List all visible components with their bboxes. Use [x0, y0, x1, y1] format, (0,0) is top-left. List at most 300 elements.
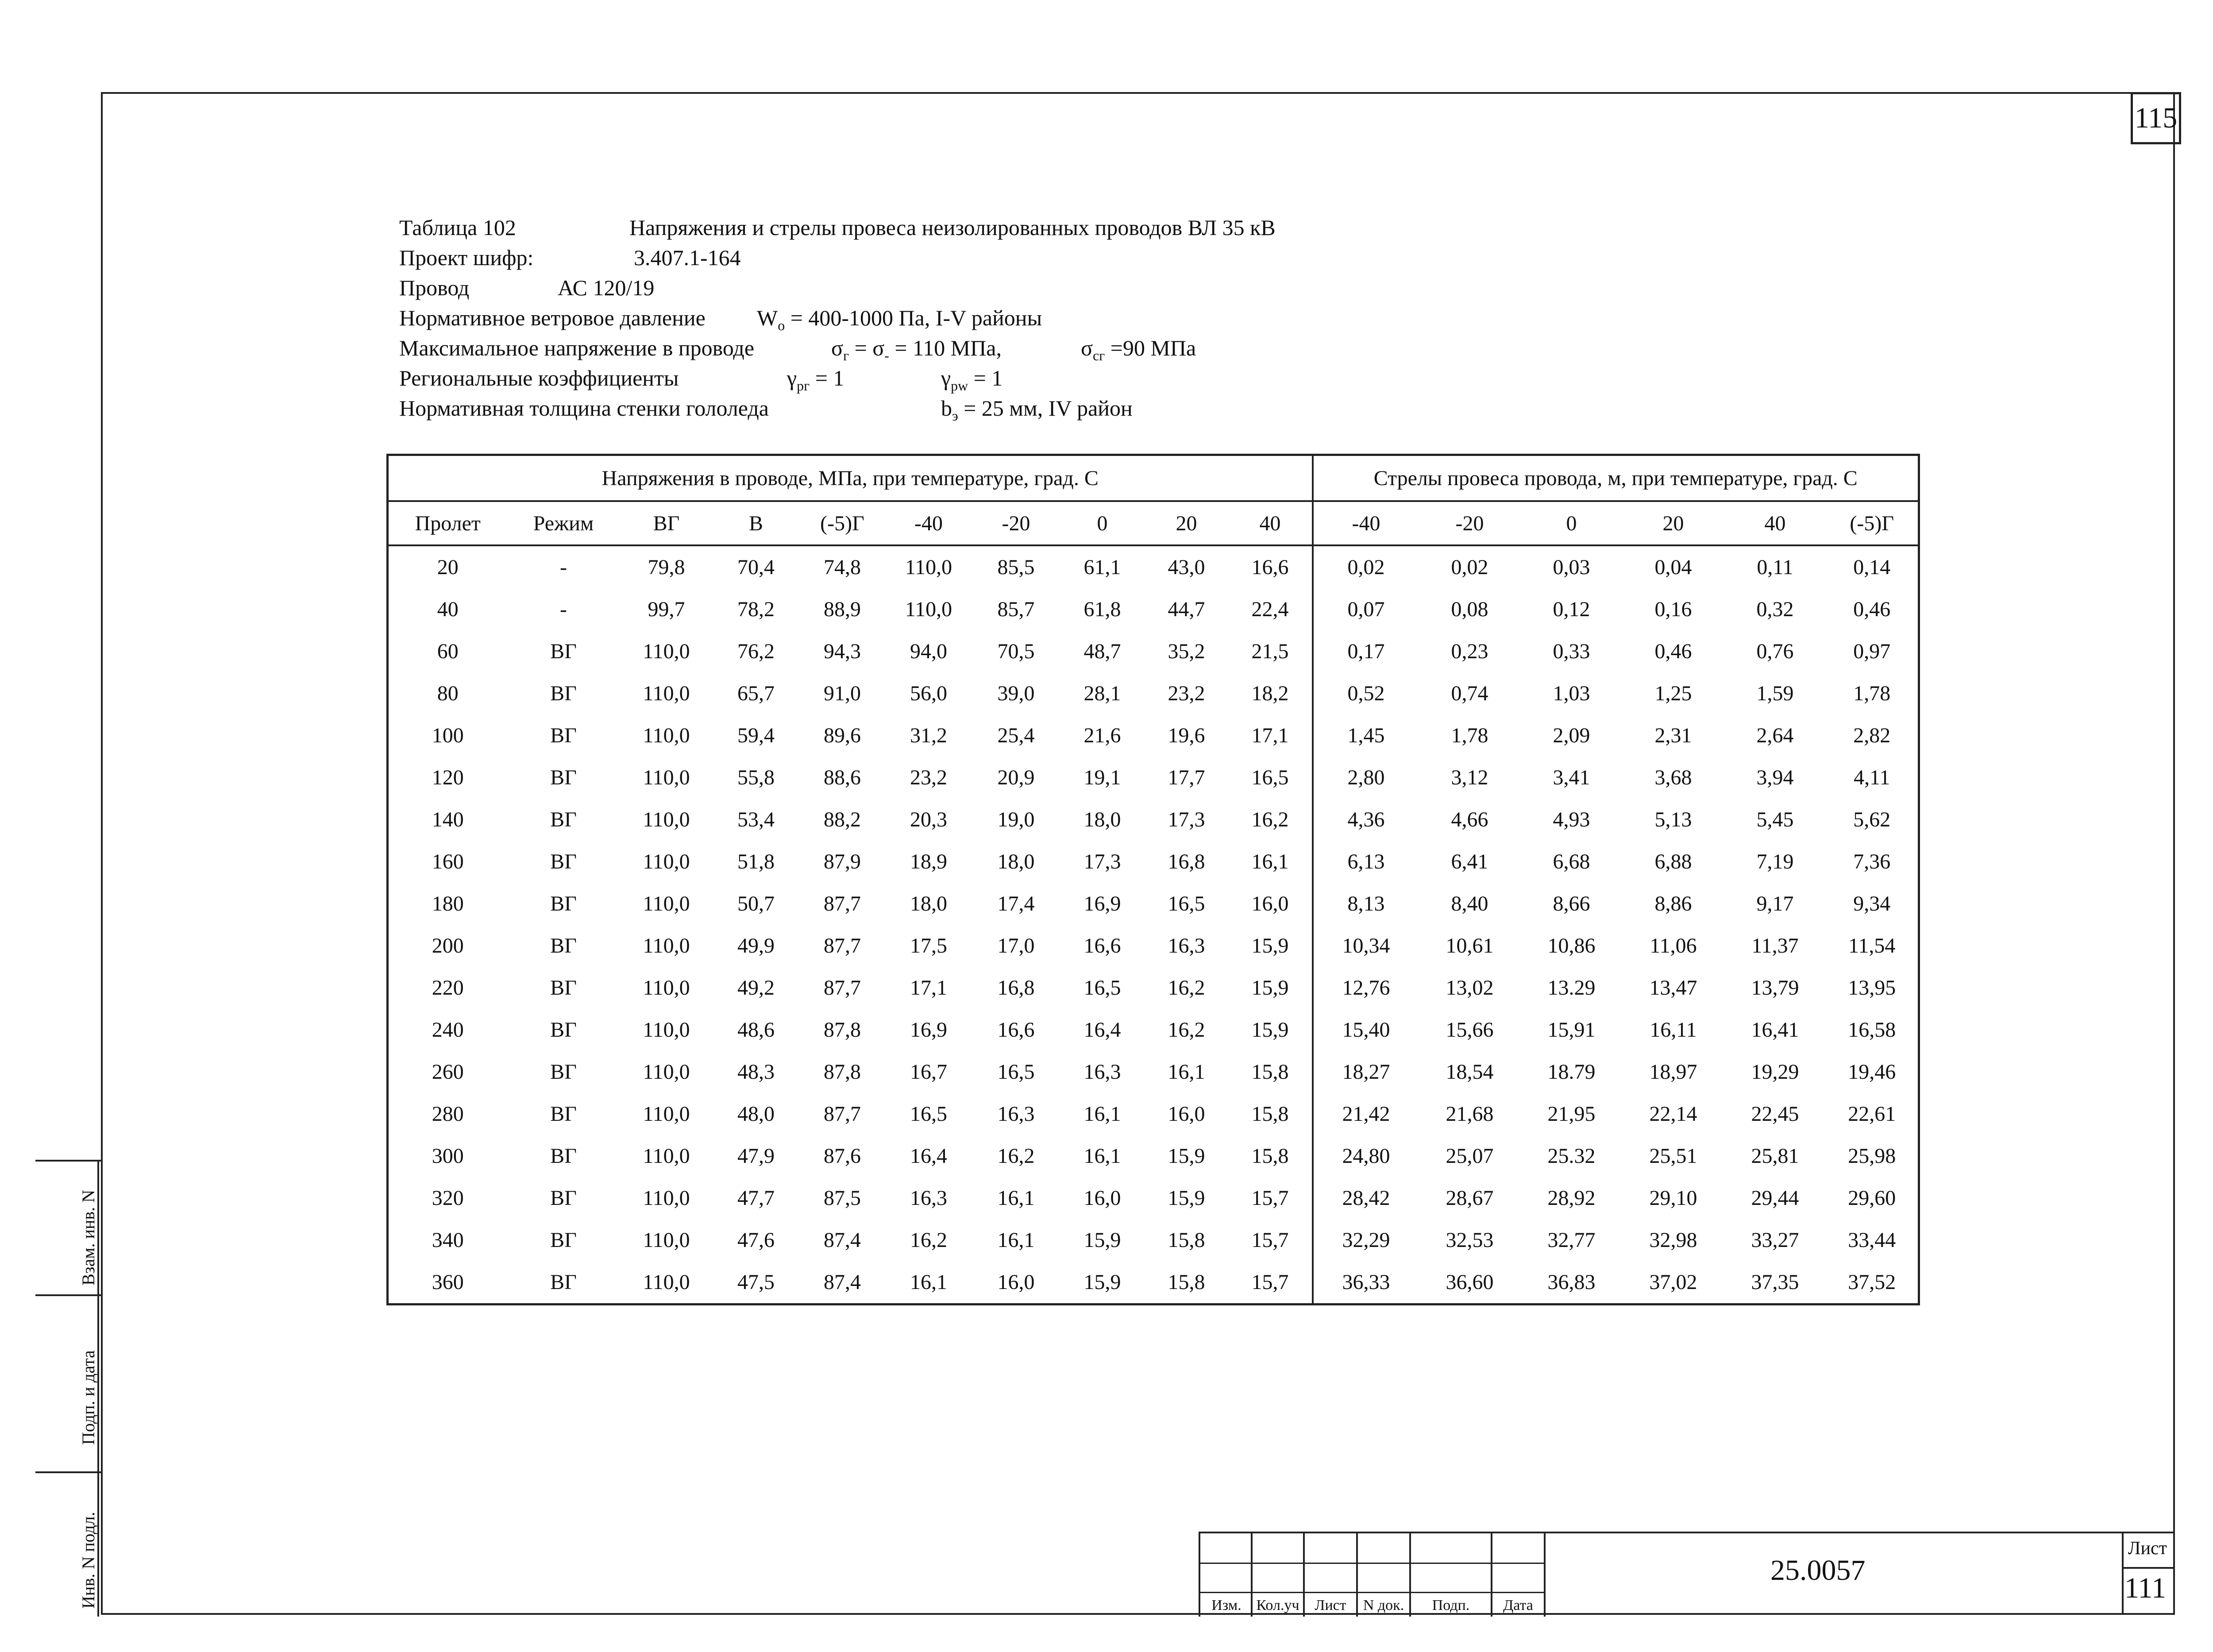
- table-cell: 87,9: [824, 850, 861, 873]
- table-cell: 85,7: [997, 598, 1035, 621]
- wind-pressure-label: Нормативное ветровое давление: [399, 305, 706, 330]
- table-row: [388, 545, 1919, 588]
- table-cell: 16,2: [910, 1228, 947, 1252]
- table-cell: 24,80: [1342, 1144, 1390, 1168]
- table-cell: 0,33: [1553, 640, 1590, 663]
- table-cell: 36,83: [1547, 1270, 1596, 1294]
- table-cell: 11,54: [1848, 934, 1896, 957]
- table-cell: 36,33: [1342, 1270, 1390, 1294]
- table-cell: 85,5: [997, 556, 1035, 579]
- table-cell: ВГ: [550, 1060, 577, 1084]
- table-cell: 5,45: [1756, 808, 1794, 831]
- title-block-line: [1199, 1533, 1200, 1617]
- table-cell: ВГ: [550, 1186, 577, 1210]
- table-cell: 15,9: [1229, 967, 1313, 1009]
- table-cell: 25,07: [1446, 1144, 1494, 1168]
- table-cell: 240: [432, 1018, 464, 1042]
- ice-value: = 25 мм, IV район: [958, 396, 1133, 421]
- column-header: 40: [1229, 501, 1313, 545]
- table-cell: 0,74: [1451, 682, 1488, 705]
- table-cell: 3,41: [1553, 766, 1590, 789]
- sigma-eq-sub: -: [884, 347, 889, 363]
- table-cell: 28,42: [1342, 1186, 1390, 1210]
- table-cell: 11,37: [1751, 934, 1799, 957]
- table-cell: 32,29: [1342, 1228, 1390, 1252]
- table-cell: 28,1: [1083, 682, 1121, 705]
- table-cell: 16,3: [1083, 1060, 1121, 1084]
- table-cell: 15,9: [1229, 1009, 1313, 1051]
- table-cell: 3,68: [1654, 766, 1692, 789]
- table-cell: 37,52: [1848, 1270, 1896, 1294]
- table-cell: 4,93: [1553, 808, 1590, 831]
- column-header: Пролет: [388, 501, 507, 545]
- table-cell: 3,12: [1451, 766, 1488, 789]
- table-cell: 18,0: [910, 892, 947, 915]
- stress-sag-table: [386, 454, 1920, 1305]
- table-cell: 15,40: [1342, 1018, 1390, 1042]
- table-cell: 16,0: [1168, 1102, 1205, 1126]
- table-body: [388, 545, 1919, 1305]
- table-cell: 33,27: [1751, 1228, 1799, 1252]
- sigma-sg-eq: =90 МПа: [1105, 336, 1196, 360]
- table-cell: 16,8: [997, 976, 1035, 1000]
- table-cell: 87,4: [824, 1270, 861, 1294]
- table-cell: 53,4: [737, 808, 775, 831]
- table-cell: 6,88: [1654, 850, 1692, 873]
- table-cell: ВГ: [550, 682, 577, 705]
- table-cell: 15,8: [1168, 1270, 1205, 1294]
- table-cell: 8,86: [1654, 892, 1692, 915]
- table-cell: 88,2: [824, 808, 861, 831]
- table-cell: 1,59: [1756, 682, 1794, 705]
- table-cell: 16,5: [997, 1060, 1035, 1084]
- table-cell: 18,54: [1446, 1060, 1494, 1084]
- table-cell: 17,5: [910, 934, 947, 957]
- wire-label: Провод: [399, 275, 470, 300]
- table-row: [388, 1177, 1919, 1219]
- column-header: -20: [1419, 501, 1521, 545]
- table-cell: 16,2: [1168, 976, 1205, 1000]
- table-cell: 220: [432, 976, 464, 1000]
- table-cell: 23,2: [1168, 682, 1205, 705]
- table-cell: 110,0: [643, 892, 690, 915]
- table-cell: 160: [432, 850, 464, 873]
- table-cell: 20,9: [997, 766, 1035, 789]
- table-cell: 49,9: [737, 934, 775, 957]
- table-cell: 48,3: [737, 1060, 775, 1084]
- table-cell: 110,0: [643, 1228, 690, 1252]
- table-cell: 110,0: [643, 724, 690, 747]
- table-cell: 11,06: [1650, 934, 1697, 957]
- table-cell: 15,91: [1547, 1018, 1596, 1042]
- sigma-g: σ: [831, 336, 843, 360]
- sigma-g-sub: г: [843, 347, 849, 363]
- sheet-box-line: [2122, 1567, 2175, 1569]
- table-cell: ВГ: [550, 934, 577, 957]
- table-cell: 18,2: [1229, 672, 1313, 714]
- table-cell: 0,17: [1347, 640, 1385, 663]
- table-cell: 16,2: [1168, 1018, 1205, 1042]
- table-cell: 17,1: [910, 976, 947, 1000]
- table-cell: 0,97: [1853, 640, 1891, 663]
- gamma-pg: γ: [787, 366, 797, 390]
- table-cell: 16,58: [1848, 1018, 1896, 1042]
- table-cell: -: [560, 598, 567, 621]
- table-cell: 140: [432, 808, 464, 831]
- table-cell: 100: [432, 724, 464, 747]
- table-cell: 15,7: [1229, 1219, 1313, 1261]
- table-cell: 18,27: [1342, 1060, 1390, 1084]
- table-cell: 87,7: [824, 1102, 861, 1126]
- table-cell: 15,9: [1083, 1270, 1121, 1294]
- wire-type: АС 120/19: [558, 275, 655, 300]
- table-cell: 21,6: [1083, 724, 1121, 747]
- table-cell: 16,3: [910, 1186, 947, 1210]
- table-cell: 110,0: [643, 1270, 690, 1294]
- table-cell: 87,8: [824, 1018, 861, 1042]
- sag-group-header: Стрелы провеса провода, м, при температуре, град. С: [1313, 455, 1919, 502]
- column-header: (-5)Г: [799, 501, 886, 545]
- column-header: -20: [972, 501, 1060, 545]
- table-row: [388, 967, 1919, 1009]
- table-cell: 25,81: [1751, 1144, 1799, 1168]
- table-cell: 1,45: [1347, 724, 1385, 747]
- table-cell: 39,0: [997, 682, 1035, 705]
- table-cell: 21,68: [1446, 1102, 1494, 1126]
- table-cell: 110,0: [643, 850, 690, 873]
- table-cell: 16,9: [1083, 892, 1121, 915]
- table-cell: 94,3: [824, 640, 861, 663]
- table-cell: 15,9: [1168, 1186, 1205, 1210]
- table-cell: 0,03: [1553, 556, 1590, 579]
- table-cell: 16,1: [1083, 1102, 1121, 1126]
- table-cell: 87,4: [824, 1228, 861, 1252]
- table-cell: 200: [432, 934, 464, 957]
- table-cell: 0,46: [1654, 640, 1692, 663]
- table-row: [388, 1051, 1919, 1093]
- table-cell: 0,07: [1347, 598, 1385, 621]
- table-cell: 25,98: [1848, 1144, 1896, 1168]
- table-cell: 15,7: [1229, 1261, 1313, 1305]
- table-cell: 1,03: [1553, 682, 1590, 705]
- table-cell: 0,23: [1451, 640, 1488, 663]
- table-cell: 18,9: [910, 850, 947, 873]
- table-cell: 110,0: [643, 640, 690, 663]
- table-cell: 17,1: [1229, 714, 1313, 757]
- table-cell: 19,46: [1848, 1060, 1896, 1084]
- table-cell: 47,9: [737, 1144, 775, 1168]
- table-cell: 0,04: [1654, 556, 1692, 579]
- table-number: Таблица 102: [399, 215, 516, 240]
- column-header: Режим: [507, 501, 620, 545]
- table-row: [388, 841, 1919, 883]
- table-row: [388, 714, 1919, 757]
- column-header: -40: [886, 501, 972, 545]
- table-cell: 6,68: [1553, 850, 1590, 873]
- table-cell: 49,2: [737, 976, 775, 1000]
- table-row: [388, 925, 1919, 967]
- table-cell: 88,9: [824, 598, 861, 621]
- table-cell: 16,9: [910, 1018, 947, 1042]
- table-cell: 16,1: [1168, 1060, 1205, 1084]
- table-cell: 300: [432, 1144, 464, 1168]
- table-cell: 25,4: [997, 724, 1035, 747]
- table-cell: 5,13: [1654, 808, 1692, 831]
- table-cell: 89,6: [824, 724, 861, 747]
- table-cell: 36,60: [1446, 1270, 1494, 1294]
- caption-podp: Подп.: [1432, 1597, 1470, 1613]
- table-cell: 87,7: [824, 892, 861, 915]
- table-cell: 60: [437, 640, 459, 663]
- table-cell: 48,0: [737, 1102, 775, 1126]
- table-cell: 48,6: [737, 1018, 775, 1042]
- document-code: 25.0057: [1770, 1554, 1866, 1586]
- table-cell: ВГ: [550, 724, 577, 747]
- table-cell: 2,09: [1553, 724, 1590, 747]
- table-cell: 15,9: [1168, 1144, 1205, 1168]
- table-cell: 13.29: [1547, 976, 1596, 1000]
- table-cell: 0,02: [1451, 556, 1488, 579]
- table-cell: 18,0: [1083, 808, 1121, 831]
- caption-izm: Изм.: [1211, 1597, 1241, 1613]
- table-cell: 40: [437, 598, 459, 621]
- ice-thickness-label: Нормативная толщина стенки гололеда: [399, 396, 769, 421]
- table-cell: 94,0: [910, 640, 947, 663]
- table-cell: 33,44: [1848, 1228, 1896, 1252]
- table-cell: 0,14: [1853, 556, 1891, 579]
- table-cell: 87,5: [824, 1186, 861, 1210]
- table-cell: 1,78: [1853, 682, 1891, 705]
- title-block-line: [1544, 1533, 1546, 1617]
- table-cell: 16,6: [1083, 934, 1121, 957]
- wind-value: = 400-1000 Па, I-V районы: [785, 305, 1042, 330]
- table-cell: 51,8: [737, 850, 775, 873]
- table-cell: 0,12: [1553, 598, 1590, 621]
- table-cell: 25,51: [1649, 1144, 1697, 1168]
- table-cell: 16,5: [1229, 757, 1313, 799]
- table-cell: 110,0: [643, 1186, 690, 1210]
- table-row: [388, 1009, 1919, 1051]
- table-row: [388, 1135, 1919, 1177]
- table-cell: 21,95: [1547, 1102, 1596, 1126]
- gamma-pw: γ: [941, 366, 951, 390]
- table-cell: 16,6: [997, 1018, 1035, 1042]
- table-cell: 2,31: [1654, 724, 1692, 747]
- table-cell: 29,44: [1751, 1186, 1799, 1210]
- column-header: 0: [1521, 501, 1623, 545]
- table-cell: 15,66: [1446, 1018, 1494, 1042]
- table-cell: 76,2: [737, 640, 775, 663]
- table-cell: 18,97: [1649, 1060, 1697, 1084]
- table-cell: 2,82: [1853, 724, 1891, 747]
- table-cell: 0,08: [1451, 598, 1488, 621]
- table-cell: 16,0: [997, 1270, 1035, 1294]
- table-cell: 17,3: [1168, 808, 1205, 831]
- table-cell: 15,8: [1229, 1051, 1313, 1093]
- table-cell: 16,3: [997, 1102, 1035, 1126]
- table-cell: ВГ: [550, 1228, 577, 1252]
- table-cell: 16,2: [1229, 799, 1313, 841]
- table-cell: 80: [437, 682, 459, 705]
- table-cell: ВГ: [550, 850, 577, 873]
- project-label: Проект шифр:: [399, 245, 534, 270]
- table-cell: ВГ: [550, 766, 577, 789]
- table-cell: 32,98: [1649, 1228, 1697, 1252]
- caption-n-dok: N док.: [1363, 1597, 1404, 1613]
- table-cell: 20,3: [910, 808, 947, 831]
- table-cell: 7,36: [1853, 850, 1891, 873]
- table-cell: 8,40: [1451, 892, 1488, 915]
- table-cell: 16,4: [910, 1144, 947, 1168]
- table-cell: 15,8: [1168, 1228, 1205, 1252]
- table-cell: 87,6: [824, 1144, 861, 1168]
- table-cell: 37,02: [1649, 1270, 1697, 1294]
- table-cell: 18,0: [997, 850, 1035, 873]
- table-cell: 9,17: [1756, 892, 1794, 915]
- table-cell: 2,64: [1756, 724, 1794, 747]
- column-header: 0: [1060, 501, 1145, 545]
- table-cell: 48,7: [1083, 640, 1121, 663]
- table-cell: 13,02: [1446, 976, 1494, 1000]
- table-cell: 110,0: [905, 598, 952, 621]
- sigma-sg-sub: сг: [1092, 347, 1105, 363]
- table-cell: 78,2: [737, 598, 775, 621]
- table-cell: 3,94: [1756, 766, 1794, 789]
- table-cell: 22,45: [1751, 1102, 1799, 1126]
- table-cell: 12,76: [1342, 976, 1390, 1000]
- table-cell: 55,8: [737, 766, 775, 789]
- table-cell: 22,14: [1649, 1102, 1697, 1126]
- table-cell: 23,2: [910, 766, 947, 789]
- table-cell: 13,79: [1751, 976, 1799, 1000]
- column-header: ВГ: [620, 501, 713, 545]
- max-stress-label: Максимальное напряжение в проводе: [399, 336, 755, 360]
- ice-thickness-value: [941, 393, 1133, 431]
- table-cell: 22,4: [1229, 588, 1313, 630]
- table-row: [388, 630, 1919, 672]
- table-cell: 1,78: [1451, 724, 1488, 747]
- column-header: 40: [1724, 501, 1826, 545]
- table-cell: 4,36: [1347, 808, 1385, 831]
- b-symbol-sub: э: [952, 408, 958, 424]
- table-cell: 28,67: [1446, 1186, 1494, 1210]
- table-cell: 25.32: [1547, 1144, 1596, 1168]
- table-cell: 110,0: [643, 1102, 690, 1126]
- table-cell: 15,7: [1229, 1177, 1313, 1219]
- table-cell: ВГ: [550, 892, 577, 915]
- table-cell: 16,1: [997, 1186, 1035, 1210]
- table-cell: 74,8: [824, 556, 861, 579]
- table-cell: 110,0: [905, 556, 952, 579]
- table-cell: 17,0: [997, 934, 1035, 957]
- column-header: 20: [1145, 501, 1229, 545]
- table-cell: 8,66: [1553, 892, 1590, 915]
- table-cell: 110,0: [643, 1144, 690, 1168]
- table-cell: 19,29: [1751, 1060, 1799, 1084]
- column-header-row: [388, 501, 1919, 545]
- table-cell: 4,66: [1451, 808, 1488, 831]
- table-cell: 88,6: [824, 766, 861, 789]
- regional-coeff-label: Региональные коэффициенты: [399, 366, 679, 390]
- table-cell: 2,80: [1347, 766, 1385, 789]
- table-cell: 31,2: [910, 724, 947, 747]
- sheet-label: Лист: [2128, 1538, 2167, 1559]
- table-cell: 16,3: [1168, 934, 1205, 957]
- table-cell: 8,13: [1347, 892, 1385, 915]
- table-cell: 50,7: [737, 892, 775, 915]
- table-cell: 16,8: [1168, 850, 1205, 873]
- sigma-eq: = σ: [849, 336, 885, 360]
- table-cell: 16,2: [997, 1144, 1035, 1168]
- table-cell: 16,5: [1168, 892, 1205, 915]
- table-cell: 91,0: [824, 682, 861, 705]
- table-cell: 28,92: [1547, 1186, 1596, 1210]
- group-header-row: [388, 455, 1919, 502]
- table-cell: 61,1: [1083, 556, 1121, 579]
- table-cell: 17,4: [997, 892, 1035, 915]
- title-block-line: [1199, 1592, 1544, 1593]
- table-cell: -: [560, 556, 567, 579]
- sigma-sg-value: [1081, 333, 1196, 371]
- sheet-box-line: [2122, 1532, 2124, 1615]
- table-cell: 29,10: [1649, 1186, 1697, 1210]
- table-cell: 15,9: [1229, 925, 1313, 967]
- table-cell: ВГ: [550, 1102, 577, 1126]
- table-cell: 260: [432, 1060, 464, 1084]
- table-row: [388, 1261, 1919, 1305]
- table-cell: 110,0: [643, 976, 690, 1000]
- table-cell: 70,5: [997, 640, 1035, 663]
- table-cell: 16,0: [1083, 1186, 1121, 1210]
- table-cell: ВГ: [550, 1018, 577, 1042]
- table-cell: 16,7: [910, 1060, 947, 1084]
- caption-kol-uch: Кол.уч: [1256, 1597, 1299, 1613]
- signature-date-label: Подп. и дата: [78, 1350, 98, 1445]
- page-number: 115: [2131, 92, 2181, 144]
- table-cell: ВГ: [550, 1144, 577, 1168]
- table-cell: 120: [432, 766, 464, 789]
- table-cell: ВГ: [550, 1270, 577, 1294]
- table-cell: 340: [432, 1228, 464, 1252]
- table-cell: 0,16: [1654, 598, 1692, 621]
- gamma-pw-eq: = 1: [968, 366, 1003, 390]
- table-cell: 110,0: [643, 682, 690, 705]
- table-cell: 21,42: [1342, 1102, 1390, 1126]
- table-cell: 32,77: [1547, 1228, 1596, 1252]
- table-cell: 16,11: [1650, 1018, 1697, 1042]
- table-cell: 61,8: [1083, 598, 1121, 621]
- table-cell: 47,7: [737, 1186, 775, 1210]
- table-cell: 47,6: [737, 1228, 775, 1252]
- table-cell: 360: [432, 1270, 464, 1294]
- table-row: [388, 1219, 1919, 1261]
- table-cell: 87,8: [824, 1060, 861, 1084]
- table-cell: 15,9: [1083, 1228, 1121, 1252]
- table-cell: 87,7: [824, 934, 861, 957]
- column-header: -40: [1313, 501, 1419, 545]
- table-cell: 47,5: [737, 1270, 775, 1294]
- table-cell: 70,4: [737, 556, 775, 579]
- column-header: В: [713, 501, 799, 545]
- table-title: Напряжения и стрелы провеса неизолированных проводов ВЛ 35 кВ: [629, 215, 1276, 240]
- table-cell: 59,4: [737, 724, 775, 747]
- table-cell: 6,13: [1347, 850, 1385, 873]
- table-cell: 13,47: [1649, 976, 1697, 1000]
- table-cell: 16,5: [910, 1102, 947, 1126]
- table-cell: 10,34: [1342, 934, 1390, 957]
- table-cell: 19,1: [1083, 766, 1121, 789]
- table-cell: 0,02: [1347, 556, 1385, 579]
